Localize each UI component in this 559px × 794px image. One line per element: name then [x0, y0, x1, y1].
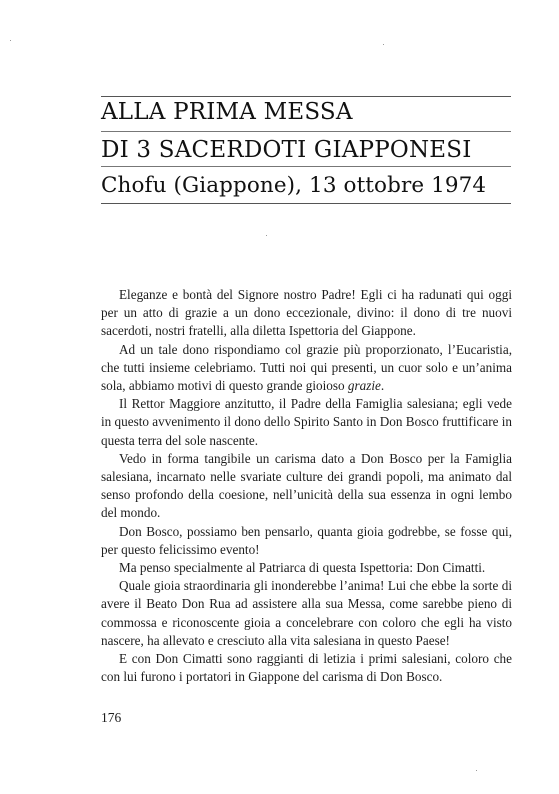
paragraph-text: Ad un tale dono rispondiamo col grazie più proporzionato, l’Eucaristia, che tutti insieme celebriamo. Tutti noi qui presenti, un cuor solo e un’anima sola, abbiamo motivi di questo grande gioioso: [101, 341, 512, 394]
paragraph: Vedo in forma tangibile un carisma dato a Don Bosco per la Famiglia salesiana, incarnato nelle svariate culture dei grandi popoli, ma animato dal senso profondo della coesione, nell’unicità della sua essenza in ogni lembo del mondo.: [101, 450, 512, 521]
scan-speck: [10, 40, 11, 41]
title-line-1: ALLA PRIMA MESSA: [101, 99, 353, 125]
paragraph: Ma penso specialmente al Patriarca di questa Ispettoria: Don Cimatti.: [119, 560, 486, 576]
paragraph: [101, 341, 512, 396]
paragraph: Eleganze e bontà del Signore nostro Padre! Egli ci ha radunati qui oggi per un atto di grazie a un dono eccezionale, divino: il dono di tre nuovi sacerdoti, nostri fratelli, alla diletta Ispettoria del Giappone.: [101, 287, 512, 339]
scan-speck: [476, 770, 477, 771]
subtitle-location-date: Chofu (Giappone), 13 ottobre 1974: [101, 173, 487, 198]
body-text: [101, 286, 512, 686]
paragraph-text-end: .: [380, 378, 385, 394]
scan-speck: [383, 44, 384, 45]
scan-speck: [266, 235, 267, 236]
title-line-2: DI 3 SACERDOTI GIAPPONESI: [101, 137, 472, 163]
title-rule-2: [101, 166, 511, 167]
emphasis-word: grazie: [347, 378, 381, 394]
title-rule-1: [101, 131, 511, 132]
paragraph: Don Bosco, possiamo ben pensarlo, quanta gioia godrebbe, se fosse qui, per questo felicissimo evento!: [101, 523, 512, 557]
title-bottom-rule: [101, 203, 511, 204]
title-top-rule: [101, 96, 511, 97]
paragraph: Il Rettor Maggiore anzitutto, il Padre della Famiglia salesiana; egli vede in questo avvenimento il dono dello Spirito Santo in Don Bosco fruttificare in questa terra del sole nascente.: [101, 396, 512, 448]
page-number: 176: [101, 710, 122, 725]
paragraph: E con Don Cimatti sono raggianti di letizia i primi salesiani, coloro che con lui furono i portatori in Giappone del carisma di Don Bosco.: [101, 651, 512, 685]
paragraph: Quale gioia straordinaria gli inonderebbe l’anima! Lui che ebbe la sorte di avere il Beato Don Rua ad assistere alla sua Messa, come sarebbe pieno di commossa e riconoscente gioia a concelebrare con coloro che egli ha visto nascere, ha allevato e cresciuto alla vita salesiana in questo Paese!: [101, 578, 512, 648]
